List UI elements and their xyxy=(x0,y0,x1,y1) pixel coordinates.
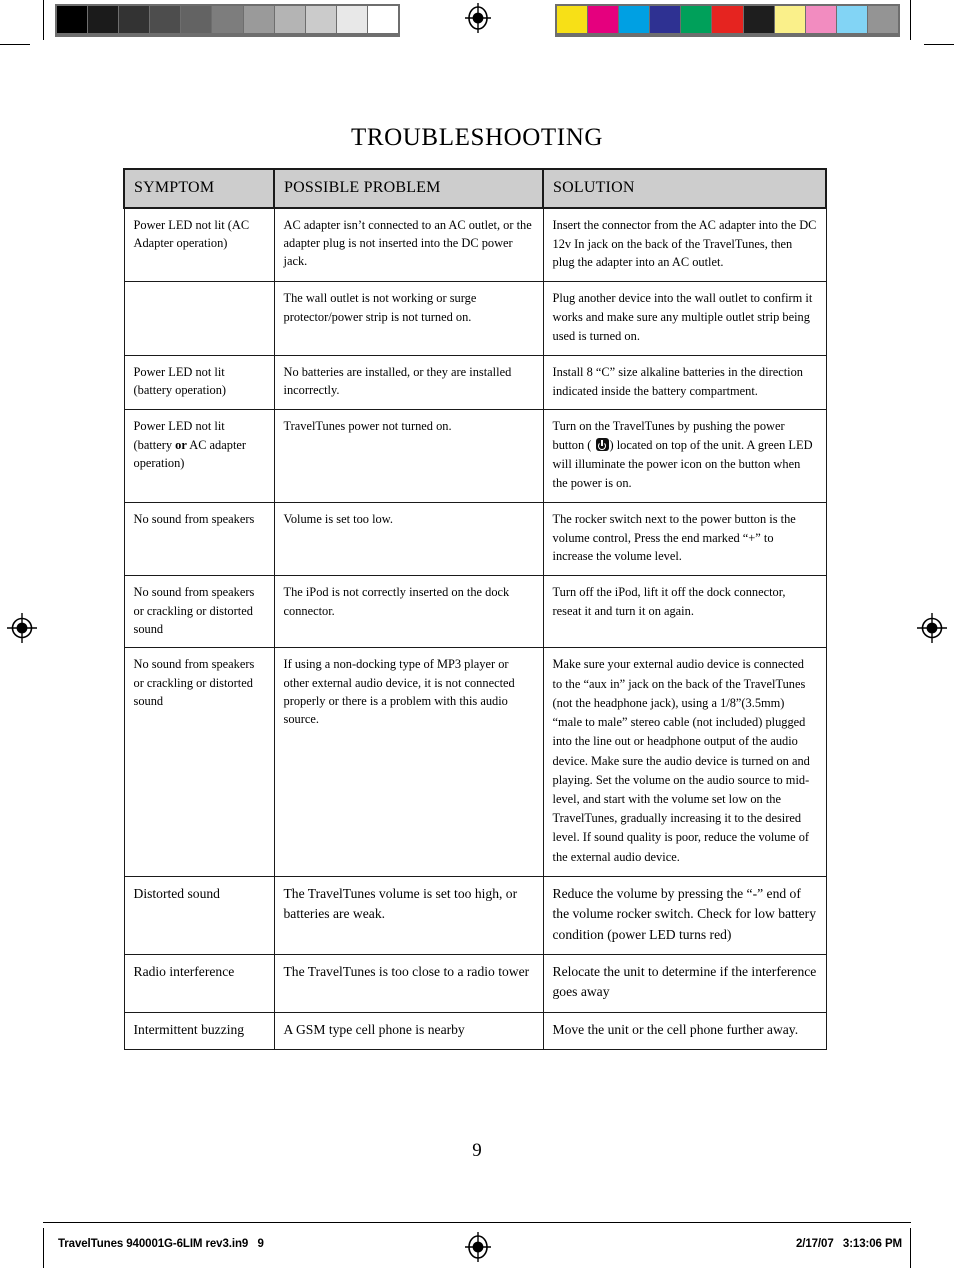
calibration-swatch xyxy=(744,6,774,33)
cell-problem: The TravelTunes is too close to a radio tower xyxy=(274,954,543,1012)
calibration-swatch xyxy=(650,6,680,33)
calibration-swatch xyxy=(619,6,649,33)
page-number: 9 xyxy=(472,1140,482,1161)
column-header-symptom: SYMPTOM xyxy=(124,169,274,208)
cell-solution: Make sure your external audio device is connected to the “aux in” jack on the back of the TravelTunes (not the headphone jack), using a 1/8”(3.5mm) “male to male” stereo cable (not included) plugged into the line out or headphone output of the audio device. Make sure the audio device is turned on and playing. Set the volume on the audio source to mid-level, and start with the volume set low on the TravelTunes, gradually increasing it to the desired level. If sound quality is poor, reduce the volume of the external audio device. xyxy=(543,648,826,876)
cell-symptom: Distorted sound xyxy=(124,876,274,954)
calibration-swatch xyxy=(868,6,898,33)
grayscale-calibration-bar xyxy=(55,4,400,37)
cell-symptom: No sound from speakers or crackling or distorted sound xyxy=(124,648,274,876)
calibration-swatch xyxy=(775,6,805,33)
cell-solution: Turn off the iPod, lift it off the dock connector, reseat it and turn it on again. xyxy=(543,576,826,648)
calibration-swatch xyxy=(337,6,367,33)
footer-filename: TravelTunes 940001G-6LIM rev3.in9 9 xyxy=(58,1238,264,1250)
registration-target-icon xyxy=(463,3,493,33)
crop-mark xyxy=(910,0,911,40)
footer-timestamp: 2/17/07 3:13:06 PM xyxy=(795,1238,902,1250)
crop-mark xyxy=(0,44,30,45)
power-icon xyxy=(596,438,609,451)
cell-problem: The wall outlet is not working or surge protector/power strip is not turned on. xyxy=(274,282,543,356)
cell-problem: If using a non-docking type of MP3 player or other external audio device, it is not connected properly or there is a problem with this audio source. xyxy=(274,648,543,876)
crop-mark xyxy=(924,44,954,45)
page-title: TROUBLESHOOTING xyxy=(350,124,604,151)
table-header-row xyxy=(124,169,826,208)
column-header-problem: POSSIBLE PROBLEM xyxy=(274,169,543,208)
cell-symptom xyxy=(124,282,274,356)
symptom-text-emphasis: or xyxy=(175,437,187,452)
cell-symptom: Power LED not lit (battery operation) xyxy=(124,355,274,410)
solution-text-before: Turn on the TravelTunes by pushing the power button ( xyxy=(552,419,785,453)
calibration-swatch xyxy=(212,6,242,33)
crop-mark xyxy=(43,0,44,40)
table-row xyxy=(124,1012,826,1049)
calibration-swatch xyxy=(244,6,274,33)
calibration-swatch xyxy=(837,6,867,33)
color-calibration-bar xyxy=(555,4,900,37)
cell-problem: No batteries are installed, or they are installed incorrectly. xyxy=(274,355,543,410)
table-row xyxy=(124,576,826,648)
registration-target-icon xyxy=(7,613,37,643)
cell-symptom: No sound from speakers or crackling or distorted sound xyxy=(124,576,274,648)
calibration-swatch xyxy=(712,6,742,33)
calibration-swatch xyxy=(57,6,87,33)
cell-symptom: Radio interference xyxy=(124,954,274,1012)
calibration-swatch xyxy=(275,6,305,33)
column-header-solution: SOLUTION xyxy=(543,169,826,208)
cell-solution: Relocate the unit to determine if the interference goes away xyxy=(543,954,826,1012)
table-row xyxy=(124,502,826,576)
cell-problem: A GSM type cell phone is nearby xyxy=(274,1012,543,1049)
table-row xyxy=(124,355,826,410)
cell-problem: AC adapter isn’t connected to an AC outlet, or the adapter plug is not inserted into the DC power jack. xyxy=(274,208,543,282)
table-row xyxy=(124,954,826,1012)
symptom-text-after: AC adapter operation) xyxy=(133,437,247,471)
cell-solution: Reduce the volume by pressing the “-” end of the volume rocker switch. Check for low battery condition (power LED turns red) xyxy=(543,876,826,954)
calibration-swatch xyxy=(88,6,118,33)
cell-problem: Volume is set too low. xyxy=(274,502,543,576)
table-row xyxy=(124,208,826,282)
solution-text-after: ) located on top of the unit. A green LED will illuminate the power icon on the button when the power is on. xyxy=(552,438,813,490)
troubleshooting-table xyxy=(123,168,827,1050)
registration-target-icon xyxy=(463,1232,493,1262)
calibration-swatch xyxy=(588,6,618,33)
cell-solution: Install 8 “C” size alkaline batteries in the direction indicated inside the battery compartment. xyxy=(543,355,826,410)
cell-symptom: Power LED not lit (AC Adapter operation) xyxy=(124,208,274,282)
crop-mark xyxy=(43,1228,44,1268)
calibration-swatch xyxy=(181,6,211,33)
symptom-text-before: Power LED not lit (battery xyxy=(133,419,225,452)
cell-problem: TravelTunes power not turned on. xyxy=(274,410,543,502)
table-row xyxy=(124,648,826,876)
table-row xyxy=(124,282,826,356)
cell-solution xyxy=(543,410,826,502)
calibration-swatch xyxy=(306,6,336,33)
calibration-swatch xyxy=(119,6,149,33)
crop-mark xyxy=(910,1228,911,1268)
footer-divider xyxy=(43,1222,911,1223)
calibration-swatch xyxy=(557,6,587,33)
calibration-swatch xyxy=(806,6,836,33)
cell-solution: The rocker switch next to the power button is the volume control, Press the end marked “+” to increase the volume level. xyxy=(543,502,826,576)
calibration-swatch xyxy=(368,6,398,33)
cell-solution: Move the unit or the cell phone further away. xyxy=(543,1012,826,1049)
cell-problem: The TravelTunes volume is set too high, or batteries are weak. xyxy=(274,876,543,954)
calibration-swatch xyxy=(681,6,711,33)
cell-solution: Plug another device into the wall outlet to confirm it works and make sure any multiple outlet strip being used is turned on. xyxy=(543,282,826,356)
registration-target-icon xyxy=(917,613,947,643)
cell-symptom: No sound from speakers xyxy=(124,502,274,576)
table-row xyxy=(124,876,826,954)
cell-symptom: Intermittent buzzing xyxy=(124,1012,274,1049)
cell-solution: Insert the connector from the AC adapter into the DC 12v In jack on the back of the TravelTunes, then plug the adapter into an AC outlet. xyxy=(543,208,826,282)
table-row xyxy=(124,410,826,502)
cell-symptom xyxy=(124,410,274,502)
cell-problem: The iPod is not correctly inserted on the dock connector. xyxy=(274,576,543,648)
calibration-swatch xyxy=(150,6,180,33)
